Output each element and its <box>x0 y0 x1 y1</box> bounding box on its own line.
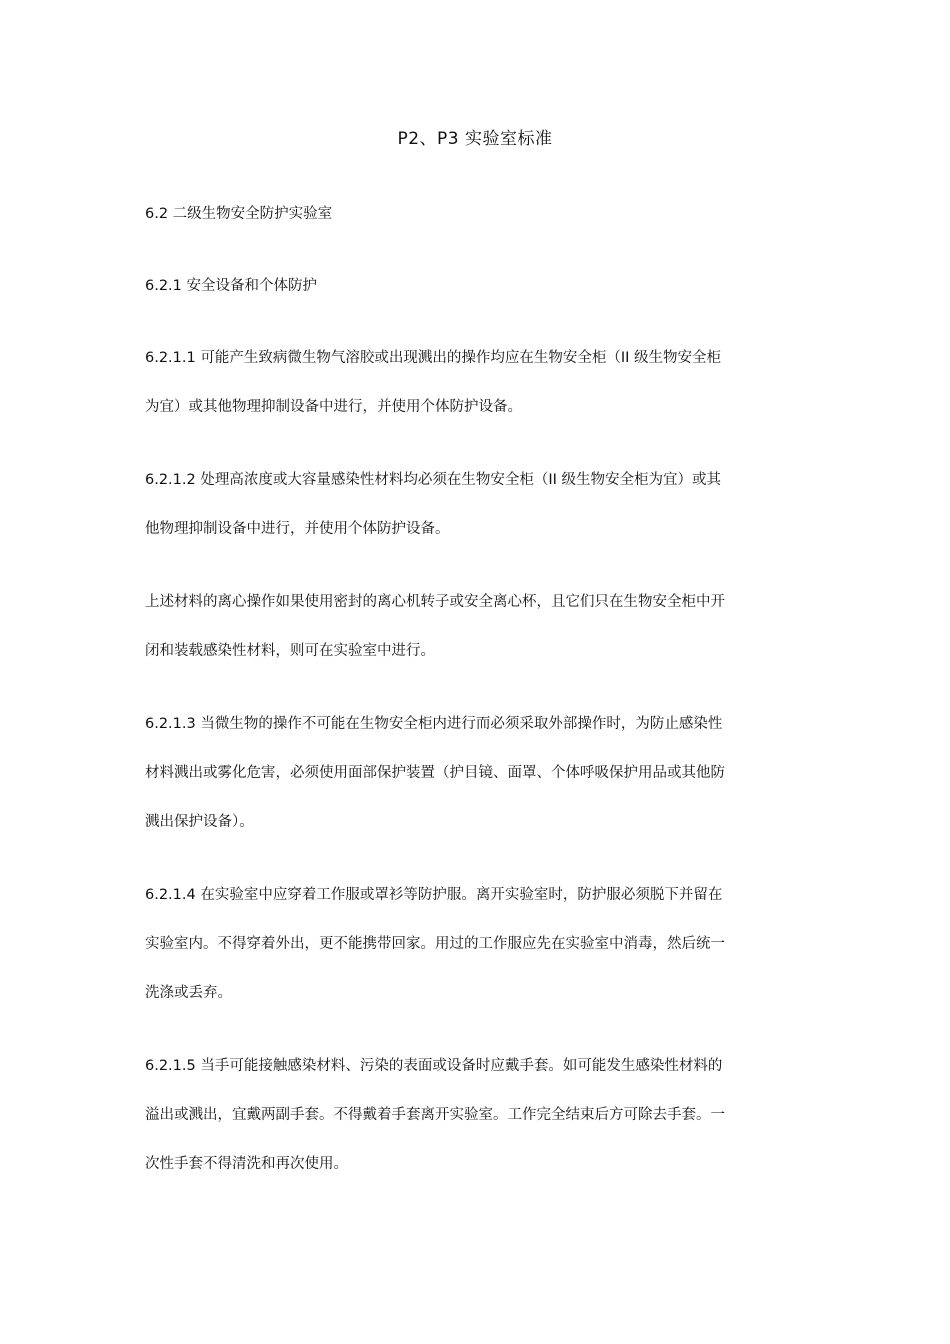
paragraph-line: 6.2.1.5 当手可能接触感染材料、污染的表面或设备时应戴手套。如可能发生感染性材料的 <box>145 1058 723 1074</box>
paragraph-line: 溢出或溅出，宜戴两副手套。不得戴着手套离开实验室。工作完全结束后方可除去手套。一 <box>145 1107 725 1123</box>
document-title: P2、P3 实验室标准 <box>397 129 553 149</box>
paragraph-6-2-1-4 <box>145 885 810 1003</box>
paragraph-centrifuge-note <box>145 592 810 661</box>
paragraph-line: 6.2.1.3 当微生物的操作不可能在生物安全柜内进行而必须采取外部操作时，为防止感染性 <box>145 716 723 732</box>
section-heading: 6.2 二级生物安全防护实验室 <box>145 206 333 222</box>
paragraph-line: 6.2.1.4 在实验室中应穿着工作服或罩衫等防护服。离开实验室时，防护服必须脱下并留在 <box>145 887 723 903</box>
paragraph-line: 材料溅出或雾化危害，必须使用面部保护装置（护目镜、面罩、个体呼吸保护用品或其他防 <box>145 765 725 781</box>
paragraph-6-2-1-5 <box>145 1056 810 1174</box>
paragraph-line: 上述材料的离心操作如果使用密封的离心机转子或安全离心杯，且它们只在生物安全柜中开 <box>145 594 725 610</box>
paragraph-line: 6.2.1.2 处理高浓度或大容量感染性材料均必须在生物安全柜（II 级生物安全柜为宜）或其 <box>145 472 721 488</box>
paragraph-line: 洗涤或丢弃。 <box>145 985 232 1001</box>
paragraph-line: 溅出保护设备）。 <box>145 814 254 830</box>
paragraph-6-2-1-2 <box>145 470 810 539</box>
paragraph-line: 6.2.1.1 可能产生致病微生物气溶胶或出现溅出的操作均应在生物安全柜（II 级生物安全柜 <box>145 350 721 366</box>
paragraph-line: 实验室内。不得穿着外出，更不能携带回家。用过的工作服应先在实验室中消毒，然后统一 <box>145 936 725 952</box>
paragraph-line: 为宜）或其他物理抑制设备中进行，并使用个体防护设备。 <box>145 399 522 415</box>
paragraph-line: 次性手套不得清洗和再次使用。 <box>145 1156 348 1172</box>
subsection-heading: 6.2.1 安全设备和个体防护 <box>145 278 318 294</box>
paragraph-line: 他物理抑制设备中进行，并使用个体防护设备。 <box>145 521 450 537</box>
paragraph-line: 闭和装载感染性材料，则可在实验室中进行。 <box>145 643 435 659</box>
paragraph-6-2-1-1 <box>145 348 810 417</box>
paragraph-6-2-1-3 <box>145 714 810 832</box>
